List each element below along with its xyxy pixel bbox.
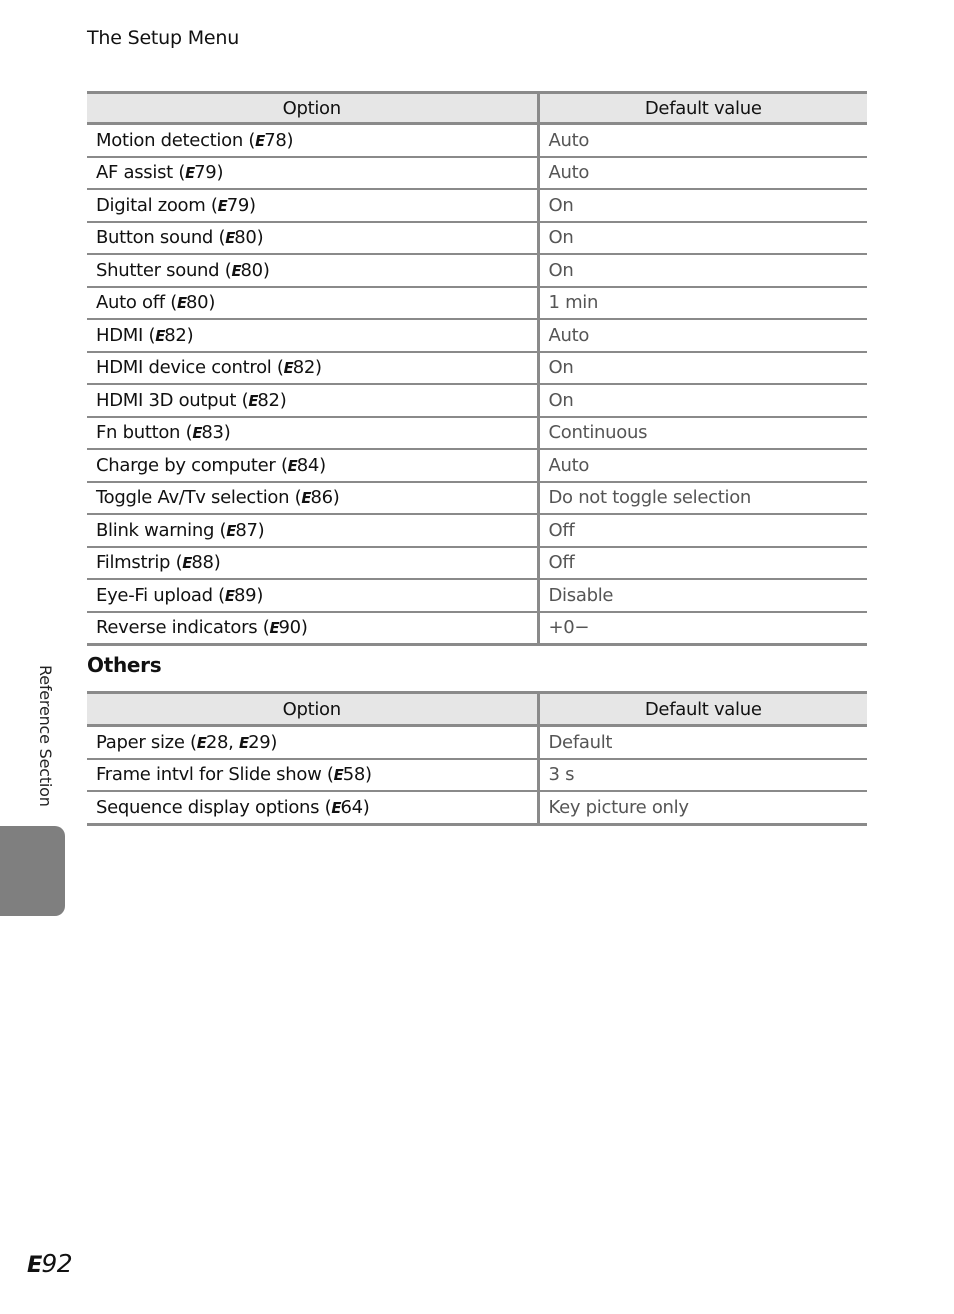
reference-page: 80 [186, 292, 209, 314]
reference-page: 83 [201, 422, 224, 444]
option-label: Toggle Av/Tv selection ( [96, 487, 302, 509]
reference-section-icon: E [182, 555, 191, 573]
table-row [87, 612, 867, 645]
column-header-default-value: Default value [538, 93, 867, 124]
default-value-cell: Continuous [538, 417, 867, 450]
reference-section-icon: E [224, 587, 233, 605]
column-header-option: Option [87, 93, 538, 124]
default-value-cell: Off [538, 514, 867, 547]
option-label: Digital zoom ( [96, 194, 218, 216]
table-row [87, 287, 867, 320]
reference-section-icon: E [269, 620, 278, 638]
table-header-row [87, 93, 867, 124]
option-cell: Eye-Fi upload (E89) [87, 579, 538, 612]
others-defaults-table [87, 691, 867, 826]
option-cell: Digital zoom (E79) [87, 189, 538, 222]
option-cell: Filmstrip (E88) [87, 547, 538, 580]
option-cell: Motion detection (E78) [87, 124, 538, 157]
option-cell: AF assist (E79) [87, 157, 538, 190]
reference-section-icon: E [248, 392, 257, 410]
reference-section-icon: E [192, 425, 201, 443]
reference-section-icon: E [226, 522, 235, 540]
table-row [87, 124, 867, 157]
table-row [87, 222, 867, 255]
table-row [87, 157, 867, 190]
reference-page: 64 [340, 796, 363, 818]
option-cell: Toggle Av/Tv selection (E86) [87, 482, 538, 515]
option-cell: Sequence display options (E64) [87, 791, 538, 824]
reference-section-icon: E [155, 327, 164, 345]
page-number [27, 1249, 72, 1278]
reference-page: 79 [226, 194, 250, 216]
reference-page: 88 [191, 552, 214, 574]
option-label: Frame intvl for Slide show ( [96, 764, 334, 786]
reference-section-icon: E [217, 197, 226, 215]
option-label: Motion detection ( [96, 129, 256, 151]
reference-section-icon: E [333, 767, 342, 785]
option-label: Filmstrip ( [96, 552, 183, 574]
table-row [87, 791, 867, 824]
table-row [87, 547, 867, 580]
side-section-label: Reference Section [36, 665, 55, 807]
option-cell: Button sound (E80) [87, 222, 538, 255]
option-cell: HDMI device control (E82) [87, 352, 538, 385]
reference-page: 89 [234, 584, 257, 606]
reference-page: 82 [292, 357, 316, 379]
option-cell: Frame intvl for Slide show (E58) [87, 759, 538, 792]
table-row [87, 514, 867, 547]
default-value-cell: Key picture only [538, 791, 867, 824]
reference-page: 84 [296, 454, 320, 476]
option-label: Reverse indicators ( [96, 617, 270, 639]
option-cell: Charge by computer (E84) [87, 449, 538, 482]
option-label: Shutter sound ( [96, 259, 232, 281]
page-number-value: 92 [41, 1249, 73, 1278]
reference-section-icon: E [301, 490, 310, 508]
default-value-cell: On [538, 352, 867, 385]
reference-section-icon: E [331, 799, 340, 817]
default-value-cell: On [538, 189, 867, 222]
reference-page: 82 [164, 324, 187, 346]
reference-page: 28 [205, 731, 229, 753]
option-cell: HDMI 3D output (E82) [87, 384, 538, 417]
default-value-cell: Auto [538, 449, 867, 482]
reference-section-icon: E [255, 132, 264, 150]
others-table-body [87, 726, 867, 825]
option-label: Button sound ( [96, 227, 226, 249]
option-cell: Reverse indicators (E90) [87, 612, 538, 645]
table-row [87, 449, 867, 482]
reference-section-icon: E [176, 295, 186, 313]
table-row [87, 189, 867, 222]
reference-section-icon: E [231, 262, 240, 280]
default-value-cell: Auto [538, 124, 867, 157]
table-row [87, 759, 867, 792]
option-cell: Fn button (E83) [87, 417, 538, 450]
table-row [87, 254, 867, 287]
table-row [87, 482, 867, 515]
running-head: The Setup Menu [87, 27, 240, 49]
option-label: HDMI 3D output ( [96, 389, 249, 411]
table-row [87, 384, 867, 417]
option-cell: HDMI (E82) [87, 319, 538, 352]
table-row [87, 319, 867, 352]
reference-page: 82 [257, 389, 280, 411]
reference-page: 78 [264, 129, 287, 151]
reference-page: 58 [342, 764, 366, 786]
default-value-cell: 1 min [538, 287, 867, 320]
option-label: Sequence display options ( [96, 796, 332, 818]
reference-section-icon: E [196, 734, 205, 752]
reference-section-icon: E [27, 1252, 41, 1278]
default-value-cell: On [538, 254, 867, 287]
option-cell: Auto off (E80) [87, 287, 538, 320]
default-value-cell: Auto [538, 319, 867, 352]
table-row [87, 417, 867, 450]
option-label: Auto off ( [96, 292, 177, 314]
option-label: AF assist ( [96, 162, 186, 184]
reference-section-icon: E [283, 360, 292, 378]
table-header-row [87, 693, 867, 726]
reference-page: 80 [240, 259, 263, 281]
default-value-cell: Default [538, 726, 867, 759]
table-row [87, 352, 867, 385]
option-label: Eye-Fi upload ( [96, 584, 225, 606]
option-cell: Paper size (E28, E29) [87, 726, 538, 759]
default-value-cell: 3 s [538, 759, 867, 792]
default-value-cell: Do not toggle selection [538, 482, 867, 515]
default-value-cell: On [538, 222, 867, 255]
option-label: Charge by computer ( [96, 454, 288, 476]
default-value-cell: Auto [538, 157, 867, 190]
option-label: HDMI device control ( [96, 357, 284, 379]
option-label: Paper size ( [96, 731, 197, 753]
table-row [87, 579, 867, 612]
reference-page: 90 [278, 617, 301, 639]
setup-table-body [87, 124, 867, 645]
reference-section-icon: E [287, 457, 296, 475]
option-label: Fn button ( [96, 422, 193, 444]
default-value-cell: On [538, 384, 867, 417]
reference-page: 86 [310, 487, 333, 509]
reference-page: 80 [234, 227, 257, 249]
reference-page: 79 [194, 162, 217, 184]
table-row [87, 726, 867, 759]
reference-section-icon: E [185, 165, 194, 183]
section-heading-others: Others [87, 653, 162, 677]
default-value-cell: Disable [538, 579, 867, 612]
setup-defaults-table [87, 91, 867, 646]
column-header-option: Option [87, 693, 538, 726]
default-value-cell: +0− [538, 612, 867, 645]
reference-page: 87 [235, 519, 258, 541]
default-value-cell: Off [538, 547, 867, 580]
option-label: HDMI ( [96, 324, 156, 346]
reference-page: 29 [248, 731, 271, 753]
option-cell: Blink warning (E87) [87, 514, 538, 547]
reference-section-icon: E [238, 734, 248, 752]
section-thumb-tab [0, 826, 65, 916]
option-cell: Shutter sound (E80) [87, 254, 538, 287]
column-header-default-value: Default value [538, 693, 867, 726]
reference-section-icon: E [225, 230, 234, 248]
option-label: Blink warning ( [96, 519, 227, 541]
